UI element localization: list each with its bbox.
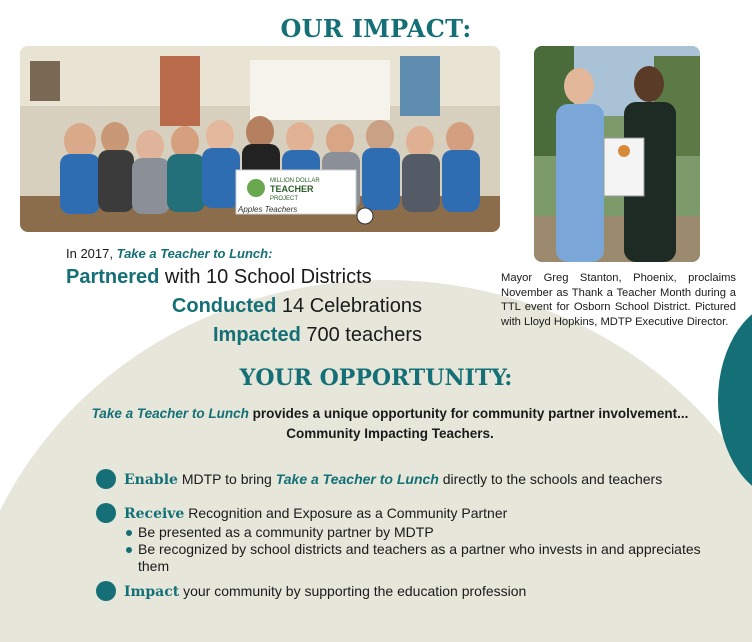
stat-keyword: Conducted xyxy=(171,295,277,317)
stat-text: 700 teachers xyxy=(300,324,422,346)
item-keyword: Impact xyxy=(124,584,180,600)
mayor-photo-caption: Mayor Greg Stanton, Phoenix, proclaims November as Thank a Teacher Month during a TTL event for Osborn School District. Pictured with Lloyd Hopkins, MDTP Executive Director. xyxy=(501,272,736,328)
opportunity-item-text xyxy=(124,470,734,489)
item-text-a: your community by supporting the education profession xyxy=(179,583,527,599)
stat-impacted xyxy=(66,321,426,350)
impact-stats xyxy=(66,246,426,350)
bullet-dot xyxy=(96,581,116,601)
opportunity-item-text xyxy=(124,582,734,601)
mayor-photo xyxy=(534,46,700,262)
banner-line2: TEACHER xyxy=(270,184,314,194)
banner-sign: Apples Teachers xyxy=(238,205,298,214)
impact-intro-program: Take a Teacher to Lunch: xyxy=(116,246,273,261)
stat-keyword: Partnered xyxy=(66,266,160,288)
item-text-a: MDTP to bring xyxy=(177,471,276,487)
stat-partnered xyxy=(66,263,426,292)
opportunity-desc-text: provides a unique opportunity for community partner involvement... xyxy=(248,406,689,421)
bullet-dot xyxy=(96,503,116,523)
impact-intro xyxy=(66,246,426,261)
opportunity-desc-line2: Community Impacting Teachers. xyxy=(286,426,494,441)
impact-intro-prefix: In 2017, xyxy=(66,246,117,261)
stat-conducted xyxy=(66,292,426,321)
bullet-dot xyxy=(96,469,116,489)
stat-text: 14 Celebrations xyxy=(276,295,422,317)
item-program: Take a Teacher to Lunch xyxy=(275,471,439,487)
opportunity-item-text xyxy=(124,504,734,523)
group-photo xyxy=(20,46,500,232)
opportunity-program: Take a Teacher to Lunch xyxy=(91,406,249,421)
sub-list xyxy=(124,524,724,575)
impact-title: OUR IMPACT: xyxy=(280,14,472,43)
sub-item: Be presented as a community partner by MDTP xyxy=(124,524,724,541)
stat-text: with 10 School Districts xyxy=(159,266,372,288)
banner-line3: PROJECT xyxy=(270,196,299,202)
item-keyword: Receive xyxy=(124,506,185,522)
sub-item: Be recognized by school districts and teachers as a partner who invests in and appreciates them xyxy=(124,541,724,575)
item-text-b: directly to the schools and teachers xyxy=(438,471,663,487)
opportunity-description xyxy=(40,404,740,444)
opportunity-title: YOUR OPPORTUNITY: xyxy=(239,365,513,391)
item-text-a: Recognition and Exposure as a Community Partner xyxy=(184,505,508,521)
stat-keyword: Impacted xyxy=(212,324,301,346)
banner-line1: MILLION DOLLAR xyxy=(270,178,320,184)
item-keyword: Enable xyxy=(124,472,178,488)
